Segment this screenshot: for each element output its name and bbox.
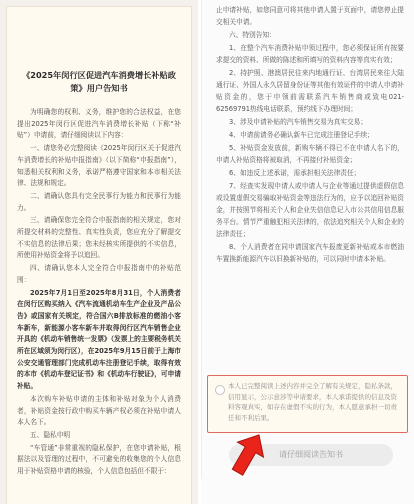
notice-paragraph: 四、请确认您本人完全符合申报指南中的补贴范围： [17, 264, 181, 284]
intro-paragraph: 止申请补贴，如您同意可将其他申请人置于页面中，请您停止提交相关申请。 [216, 6, 404, 26]
notice-item: 1、在整个汽车消费补贴申领过程中，您必须保证所有按要求提交的资料、所做的陈述和所填写的资料内容等真实有效； [216, 44, 404, 64]
special-notice-section [216, 4, 404, 266]
notice-paragraph: 三、请确保您完全符合申报指南的相关规定，您对所提交材料的完整性、真实性负责，您应充分了解提交不实信息的法律后果；您未经核实所提供的不实信息，所使用补贴资金将予以追回。 [17, 216, 181, 260]
notice-item: 7、经查实发现申请人或申请人与企业等通过提供虚假信息或设置虚假交易骗取补贴资金等违法行为的，应予以追回补贴资金，并按照节将相关个人和企业失信信息记入市公共信用信息服务平台。情节严重触犯相关法律的，依法追究相关个人和企业的法律责任； [216, 182, 404, 238]
notice-item: 3、涉及申请补贴的汽车销售交易为真实交易； [229, 118, 368, 126]
notice-item: 6、如违反上述承诺，需承担相关法律责任； [229, 169, 361, 177]
subsidy-scope-paragraph: 2025年7月1日至2025年8月31日，个人消费者在闵行区购买纳入《汽车流通机动车生产企业及产品公告》或国家有关规定，符合国六B排放标准的燃油小客车新车，新能源小客车新车并取得闵行区汽车销售企业开具的《机动车销售统一发票》（发票上的主要税务机关所在区域须为闵行区），在2025年9月15日前于上海市公安交通管理部门完成机动车注册登记手续，取得有效的本市《机动车登记证书》和《机动车行驶证》，可申请补贴。 [17, 288, 181, 391]
special-notice-heading: 六、特别告知： [229, 31, 276, 39]
read-notice-button[interactable]: 请仔细阅读告知书 [229, 444, 393, 466]
notice-item: 5、补贴资金发放前，新购车辆不得已不在申请人名下的，申请人补贴资格将被取消，不再接付补贴资金； [216, 144, 404, 164]
notice-paragraph: “车管通”非常重视的隐私保护，在您申请补贴，根据法以及管理的过程中，不可避免的收集您的个人信息用于补贴资格申请的核验，个人信息包括但不限于： [17, 443, 181, 476]
notice-item: 4、申请前请务必确认新车已完成注册登记手续； [229, 131, 374, 139]
notice-item: 2、持护照、港澳居民往来内地通行证、台湾居民来往大陆通行证、外国人永久居留身份证等其他有效证件的申请人申请补贴资金的，您于申领前需联系汽车销售商或致电021-62569791热线电话联系，预约线下办理时间； [216, 69, 404, 113]
notice-title: 《2025年闵行区促进汽车消费增长补贴政策》用户告知书 [22, 70, 176, 93]
left-document-panel [0, 0, 198, 504]
notice-paragraph: 本次购车补贴申请的主体和补贴对象为个人消费者，补贴资金按行政中购买车辆产权必须在补贴申请人本人名下。 [17, 394, 181, 427]
notice-item: 8、个人消费者在同申请国家汽车报废更新补贴或本市燃油车置换新能源汽车以旧换新补贴的，可以同时申请本补贴。 [216, 243, 404, 263]
consent-radio[interactable] [215, 385, 225, 395]
bottom-bar [201, 479, 414, 504]
notice-paragraph: 二、请确认您具有完全民事行为能力和民事行为能力。 [17, 191, 181, 212]
notice-paragraph: 为明确您的权利、义务，维护您的合法权益，在您提出2025年闵行区促进汽车消费增长补贴（下称“补贴”）申请前，请仔细阅读以下内容： [17, 108, 181, 140]
consent-text: 本人已完整阅读上述内容并完全了解有关规定，隐私条款，信用显示，公示意涉等申请要求，本人承诺提供的信息及资料客观真实，如存在虚假不实的行为，本人愿意承担一切责任和不利后果。 [228, 382, 397, 422]
red-arrow-icon [228, 429, 268, 479]
notice-paragraph: 一、请您务必完整阅读《2025年闵行区关于促进汽车消费增长的补贴申报指南》（以下简称“申报指南”），知悉相关权利和义务，承诺严格遵守国家和本市相关法律、法规和规定。 [17, 144, 181, 188]
notice-card[interactable] [6, 6, 192, 504]
privacy-heading: 五、隐私申明 [30, 430, 71, 439]
consent-checkbox-area[interactable] [207, 375, 408, 433]
